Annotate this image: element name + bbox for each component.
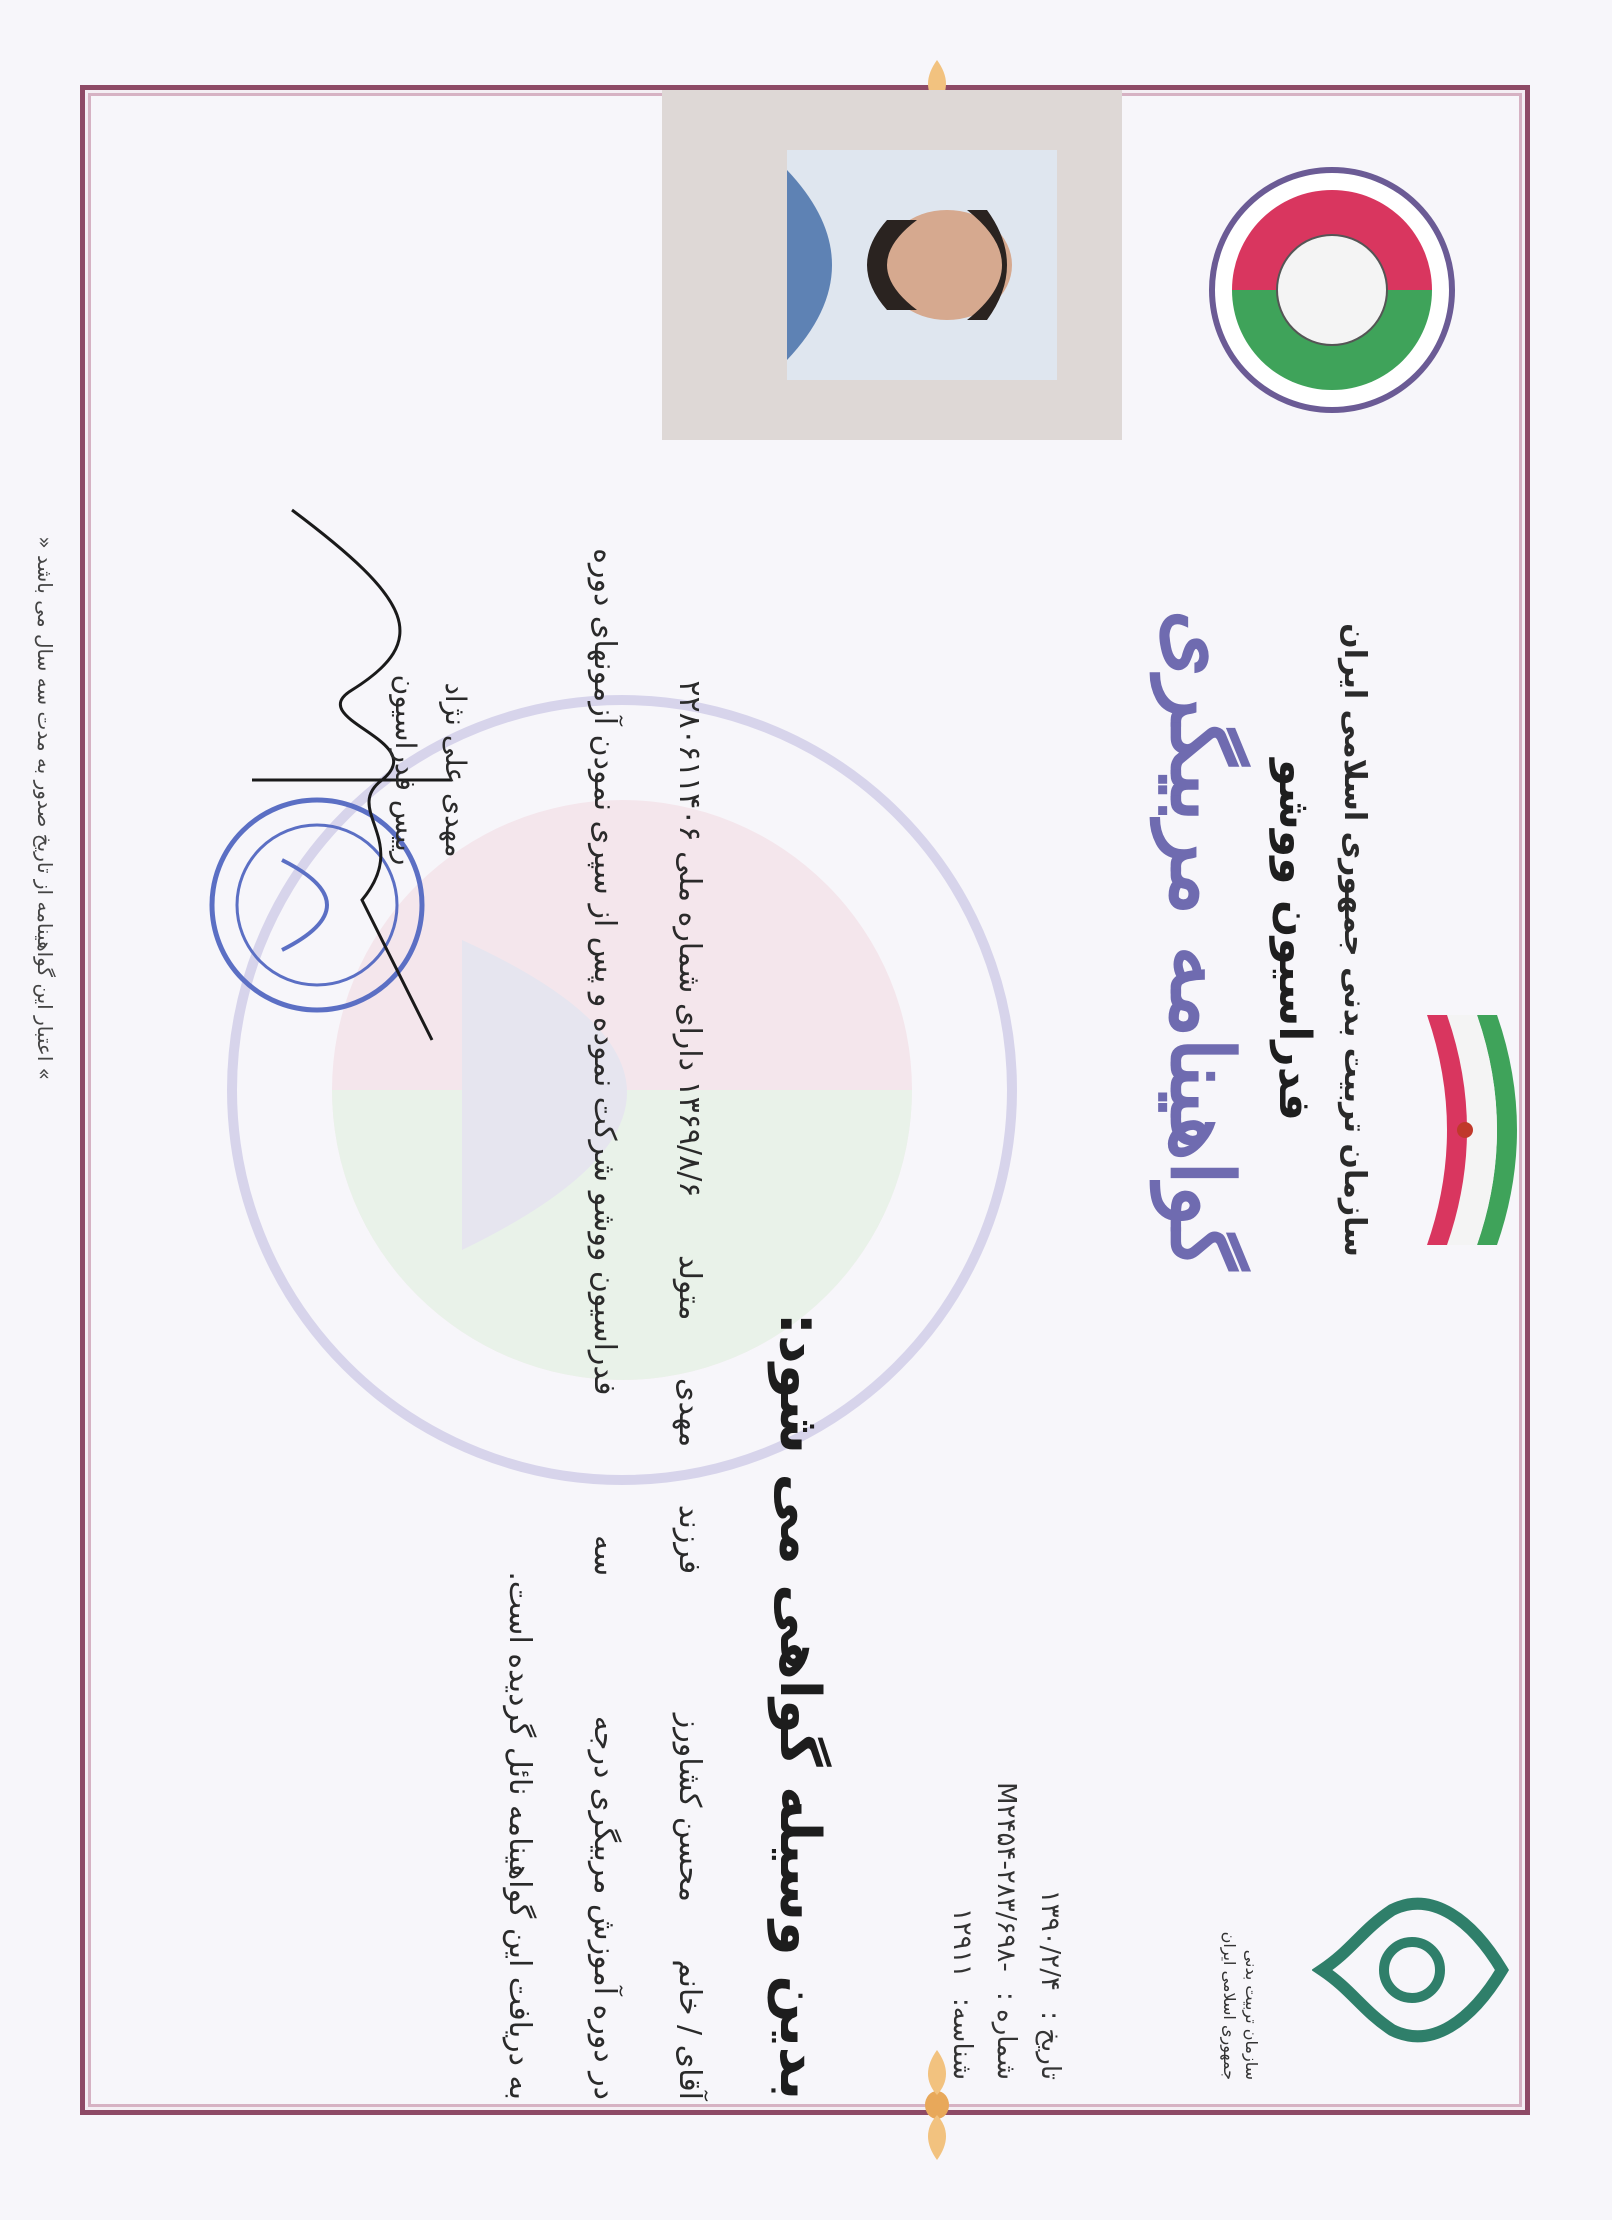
number-row — [984, 1660, 1028, 2080]
sport-organization-line2: جمهوری اسلامی ایران — [1220, 1931, 1239, 2080]
photo-frame — [662, 90, 1122, 440]
salutation: آقای / خانم — [672, 1959, 707, 2100]
date-value: ۱۳۹۰/۲/۴ — [1035, 1889, 1065, 1991]
id-row — [940, 1660, 984, 2080]
course-text: در دوره آموزش مربیگری درجه — [587, 1715, 622, 2100]
iran-flag-icon — [1397, 1010, 1537, 1250]
certificate-title: گواهینامه مربیگری — [1151, 609, 1252, 1271]
born-label: متولد — [672, 1254, 707, 1321]
id-label: شناسه: — [947, 1997, 977, 2080]
date-row — [1028, 1660, 1072, 2080]
federation-logo — [1202, 160, 1462, 420]
holder-photo — [787, 150, 1057, 380]
course-grade: سه — [587, 1535, 622, 1577]
validity-footnote: » اعتبار این گواهینامه از تاریخ صدور به مدت سه سال می باشد « — [33, 536, 57, 1080]
certificate-heading: بدین وسیله گواهی می شود: — [767, 1312, 832, 2100]
holder-name: محسن کشاورز — [672, 1713, 707, 1902]
child-of-label: فرزند — [672, 1504, 707, 1575]
person-photo-icon — [787, 150, 1057, 380]
holder-details-line — [672, 200, 707, 2100]
birth-date: ۱۳۶۹/۸/۶ — [672, 1080, 707, 1198]
sport-organization-name — [1218, 1860, 1262, 2080]
sport-organization-line1: سازمان تربیت بدنی — [1242, 1949, 1261, 2080]
course-rest: فدراسیون ووشو شرکت نموده و پس از سپری نمودن آزمونهای دوره — [587, 548, 622, 1396]
course-line — [587, 200, 622, 2100]
award-line: به دریافت این گواهینامه نائل گردیده است. — [502, 1571, 537, 2100]
federation-title: فدراسیون ووشو — [1269, 759, 1320, 1121]
number-label: شماره : — [991, 1992, 1021, 2080]
signatory-name: مهدی علی نژاد — [439, 682, 472, 858]
national-id: ۲۲۸۰۶۱۱۴۰۶ — [672, 680, 707, 842]
date-label: تاریخ : — [1035, 2011, 1065, 2080]
sport-organization-logo — [1312, 1880, 1512, 2060]
signatory-role: رییس فدراسیون — [389, 674, 422, 866]
signature — [232, 480, 472, 1080]
father-name: مهدی — [672, 1378, 707, 1448]
national-id-label: دارای شماره ملی — [672, 851, 707, 1071]
id-value: ۱۲۹۱۱ — [947, 1907, 977, 1978]
certificate-meta — [940, 1660, 1072, 2080]
number-value: M۲۴۵۴-۲۸۳/۶۹۸- — [991, 1782, 1021, 1972]
organization-subtitle: سازمان تربیت بدنی جمهوری اسلامی ایران — [1337, 623, 1372, 1257]
